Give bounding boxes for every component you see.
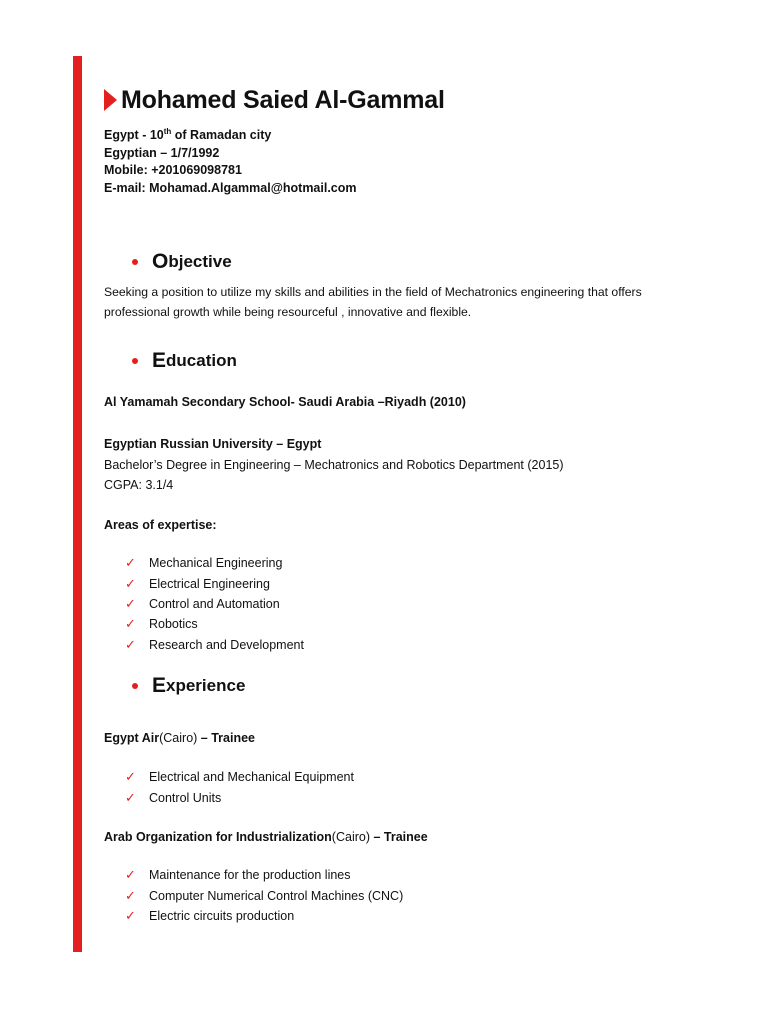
- list-item: ✓ Maintenance for the production lines: [125, 867, 351, 883]
- left-accent-bar: [73, 56, 82, 952]
- expertise-list: [125, 553, 304, 655]
- triangle-arrow-icon: [104, 89, 117, 111]
- list-item: ✓ Control Units: [125, 789, 222, 805]
- job-items: [125, 767, 354, 808]
- mobile: Mobile: +201069098781: [104, 163, 242, 177]
- list-item: ✓ Electrical and Mechanical Equipment: [125, 769, 354, 785]
- list-item: ✓ Computer Numerical Control Machines (CNC): [125, 887, 404, 903]
- checkmark-icon: ✓: [125, 595, 136, 611]
- checkmark-icon: ✓: [125, 907, 136, 923]
- list-item: ✓ Electric circuits production: [125, 907, 295, 923]
- name-header: [104, 84, 445, 116]
- objective-text: Seeking a position to utilize my skills and abilities in the field of Mechatronics engineering that offers professional growth while being resourceful , innovative and flexible.: [104, 285, 642, 319]
- candidate-name: Mohamed Saied Al-Gammal: [121, 85, 445, 114]
- checkmark-icon: ✓: [125, 769, 136, 785]
- job-title: Arab Organization for Industrialization(Cairo) – Trainee: [104, 830, 428, 844]
- list-item: ✓ Electrical Engineering: [125, 575, 270, 591]
- list-item: ✓ Robotics: [125, 616, 198, 632]
- checkmark-icon: ✓: [125, 616, 136, 632]
- list-item: ✓ Mechanical Engineering: [125, 555, 283, 571]
- email: E-mail: Mohamad.Algammal@hotmail.com: [104, 180, 357, 195]
- cgpa: CGPA: 3.1/4: [104, 478, 174, 492]
- list-item: ✓ Research and Development: [125, 636, 304, 652]
- checkmark-icon: ✓: [125, 789, 136, 805]
- checkmark-icon: ✓: [125, 867, 136, 883]
- bullet-icon: [132, 683, 138, 689]
- degree: Bachelor’s Degree in Engineering – Mechatronics and Robotics Department (2015): [104, 458, 564, 472]
- education-heading: E ducation: [132, 348, 237, 374]
- objective-heading: O bjective: [132, 249, 232, 275]
- checkmark-icon: ✓: [125, 555, 136, 571]
- checkmark-icon: ✓: [125, 575, 136, 591]
- bullet-icon: [132, 259, 138, 265]
- checkmark-icon: ✓: [125, 887, 136, 903]
- list-item: ✓ Control and Automation: [125, 595, 280, 611]
- job-items: [125, 865, 403, 926]
- expertise-label: Areas of expertise:: [104, 518, 217, 532]
- contact-info: [104, 127, 357, 197]
- location: Egypt - 10th of Ramadan city: [104, 126, 272, 142]
- nationality-dob: Egyptian – 1/7/1992: [104, 145, 220, 160]
- bullet-icon: [132, 358, 138, 364]
- experience-heading: E xperience: [132, 673, 245, 699]
- job-title: Egypt Air(Cairo) – Trainee: [104, 731, 255, 745]
- university: Egyptian Russian University – Egypt: [104, 437, 322, 451]
- checkmark-icon: ✓: [125, 636, 136, 652]
- school: Al Yamamah Secondary School- Saudi Arabia –Riyadh (2010): [104, 395, 466, 409]
